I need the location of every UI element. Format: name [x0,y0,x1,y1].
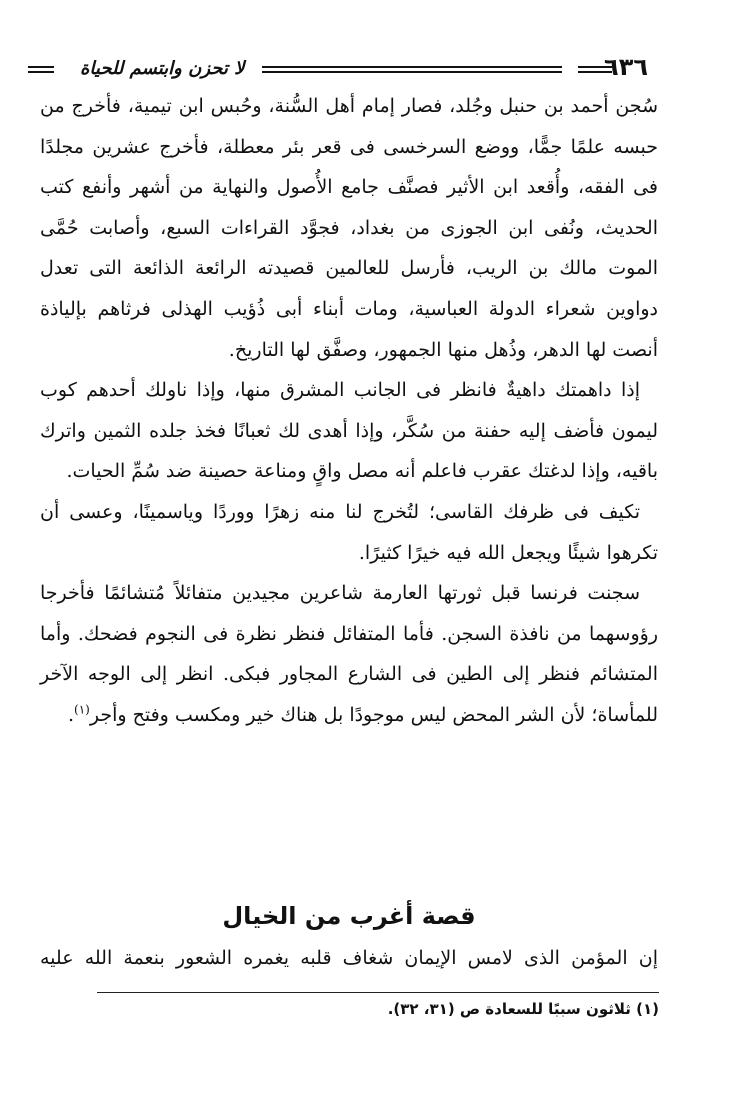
header-rule-middle [262,66,562,68]
header-book-title: لا تحزن وابتسم للحياة [80,58,245,79]
header-rule-left [28,66,54,68]
paragraph-2: إذا داهمتك داهيةٌ فانظر فى الجانب المشرق منها، وإذا ناولك أحدهم كوب ليمون فأضف إليه حفنة من سُكَّر، وإذا أهدى لك ثعبانًا فخذ جلده الثمين واترك باقيه، وإذا لدغتك عقرب فاعلم أنه مصل واقٍ ومناعة حصينة ضد سُمِّ الحيات. [40,379,658,483]
paragraph-4-text: سجنت فرنسا قبل ثورتها العارمة شاعرين مجيدين متفائلاً مُتشائمًا فأخرجا رؤوسهما من نافذة السجن. فأما المتفائل فنظر نظرة فى النجوم فضحك. وأما المتشائم فنظر إلى الطين فى الشارع المجاور فبكى. انظر إلى الوجه الآخر للمأساة؛ لأن الشر المحض ليس موجودًا بل هناك خير ومكسب وفتح وأجر [40,582,658,726]
section-first-line: إن المؤمن الذى لامس الإيمان شغاف قلبه يغمره الشعور بنعمة الله عليه [40,947,658,969]
footnote-reference[interactable]: (١) [74,702,90,717]
section-heading: قصة أغرب من الخيال [222,902,476,930]
header-rule-right [578,66,612,68]
footnote: (١) ثلاثون سببًا للسعادة ص (٣١، ٣٢). [387,1000,659,1018]
paragraph-4 [40,573,658,735]
paragraph-3: تكيف فى ظرفك القاسى؛ لتُخرج لنا منه زهرًا ووردًا وياسمينًا، وعسى أن تكرهوا شيئًا ويجعل الله فيه خيرًا كثيرًا. [40,500,658,564]
page-number: ٦٣٦ [604,53,648,81]
footnote-divider [97,992,659,993]
paragraph-1: سُجن أحمد بن حنبل وجُلد، فصار إمام أهل السُّنة، وحُبس ابن تيمية، فأخرج من حبسه علمًا جمًّا، ووضع السرخسى فى قعر بئر معطلة، فأخرج عشرين مجلدًا فى الفقه، وأُقعد ابن الأثير فصنَّف جامع الأُصول والنهاية من أشهر وأنفع كتب الحديث، ونُفى ابن الجوزى من بغداد، فجوَّد القراءات السبع، وأصابت حُمَّى الموت مالك بن الريب، فأرسل للعالمين قصيدته الرائعة الذائعة التى تعدل دواوين شعراء الدولة العباسية، ومات أبناء أبى ذُؤيب الهذلى فرثاهم بإلياذة أنصت لها الدهر، وذُهل منها الجمهور، وصفَّق لها التاريخ. [40,95,658,361]
body-text [40,86,658,736]
paragraph-4-end: . [67,703,75,726]
